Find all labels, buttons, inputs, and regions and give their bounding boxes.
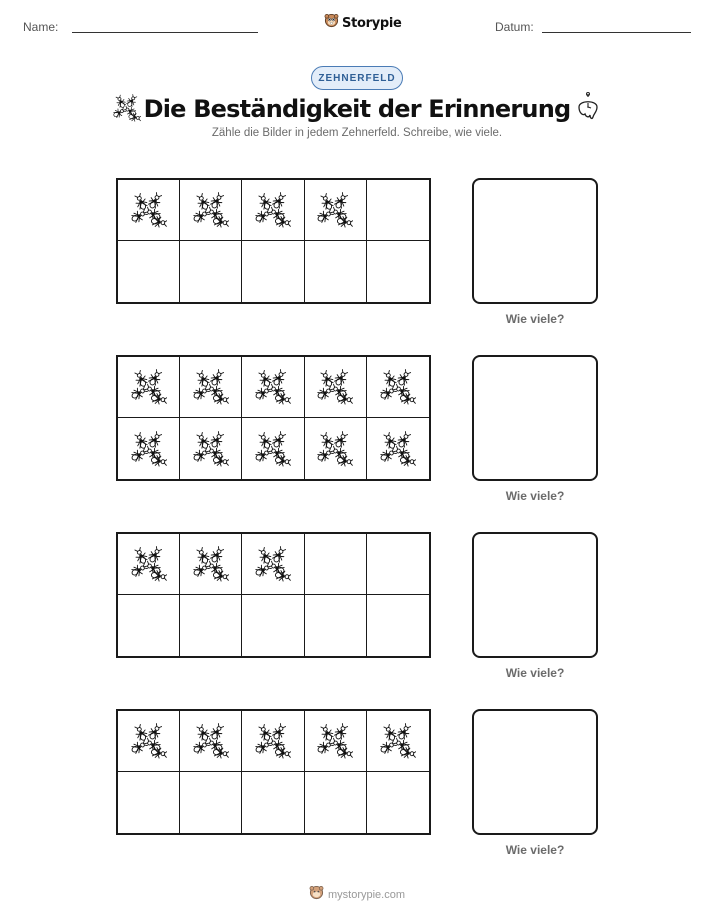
ant-cluster-icon xyxy=(317,431,353,467)
frame-cell xyxy=(118,711,180,772)
date-label: Datum: xyxy=(495,20,534,34)
ant-cluster-icon xyxy=(193,431,229,467)
frame-cell xyxy=(305,418,367,479)
frame-cell xyxy=(242,534,304,595)
frame-cell xyxy=(367,357,429,418)
instruction-text: Zähle die Bilder in jedem Zehnerfeld. Schreibe, wie viele. xyxy=(211,127,503,139)
frame-cell xyxy=(118,357,180,418)
answer-box-1[interactable] xyxy=(472,178,598,304)
ant-cluster-icon xyxy=(317,369,353,405)
footer xyxy=(0,885,714,905)
frame-cell xyxy=(180,418,242,479)
frame-cell xyxy=(118,595,180,656)
ant-cluster-icon xyxy=(255,369,291,405)
frame-cell xyxy=(305,241,367,302)
frame-cell xyxy=(367,772,429,833)
frame-cell xyxy=(367,418,429,479)
ten-frame-1 xyxy=(116,178,431,304)
ant-cluster-icon xyxy=(380,369,416,405)
frame-cell xyxy=(305,772,367,833)
frame-cell xyxy=(180,357,242,418)
answer-label-2: Wie viele? xyxy=(505,489,565,503)
frame-cell xyxy=(118,418,180,479)
frame-cell xyxy=(118,534,180,595)
ant-cluster-icon xyxy=(131,546,167,582)
ant-cluster-icon xyxy=(255,431,291,467)
ant-cluster-icon xyxy=(193,546,229,582)
frame-cell xyxy=(118,772,180,833)
frame-cell xyxy=(367,241,429,302)
topic-tag: ZEHNERFELD xyxy=(311,66,403,90)
ant-cluster-icon xyxy=(193,723,229,759)
ant-cluster-icon xyxy=(131,723,167,759)
frame-cell xyxy=(242,180,304,241)
storypie-logo xyxy=(324,13,402,33)
ant-cluster-icon xyxy=(317,192,353,228)
frame-cell xyxy=(180,711,242,772)
ant-cluster-icon xyxy=(131,192,167,228)
ant-cluster-icon xyxy=(255,192,291,228)
frame-cell xyxy=(242,357,304,418)
ten-frame-3 xyxy=(116,532,431,658)
ten-frame-2 xyxy=(116,355,431,481)
frame-cell xyxy=(118,241,180,302)
ant-cluster-icon xyxy=(255,723,291,759)
frame-cell xyxy=(367,534,429,595)
date-write-line[interactable] xyxy=(542,32,691,33)
ant-cluster-icon xyxy=(317,723,353,759)
frame-cell xyxy=(180,595,242,656)
ant-cluster-icon xyxy=(193,192,229,228)
frame-cell xyxy=(180,772,242,833)
beaver-mascot-icon xyxy=(309,885,324,905)
frame-cell xyxy=(305,711,367,772)
ant-cluster-icon xyxy=(131,431,167,467)
answer-box-3[interactable] xyxy=(472,532,598,658)
brand-name: Storypie xyxy=(342,15,402,31)
ant-cluster-icon xyxy=(255,546,291,582)
frame-cell xyxy=(242,711,304,772)
frame-cell xyxy=(367,711,429,772)
frame-cell xyxy=(180,241,242,302)
frame-cell xyxy=(242,772,304,833)
frame-cell xyxy=(305,357,367,418)
frame-cell xyxy=(242,595,304,656)
ant-cluster-icon xyxy=(193,369,229,405)
ant-cluster-icon xyxy=(131,369,167,405)
answer-label-1: Wie viele? xyxy=(505,312,565,326)
frame-cell xyxy=(367,595,429,656)
frame-cell xyxy=(118,180,180,241)
ten-frame-4 xyxy=(116,709,431,835)
answer-box-2[interactable] xyxy=(472,355,598,481)
answer-box-4[interactable] xyxy=(472,709,598,835)
ant-cluster-icon xyxy=(113,94,141,127)
frame-cell xyxy=(180,534,242,595)
beaver-mascot-icon xyxy=(324,13,339,33)
answer-label-4: Wie viele? xyxy=(505,843,565,857)
frame-cell xyxy=(305,595,367,656)
ant-cluster-icon xyxy=(380,431,416,467)
frame-cell xyxy=(367,180,429,241)
frame-cell xyxy=(305,180,367,241)
frame-cell xyxy=(180,180,242,241)
name-label: Name: xyxy=(23,20,59,34)
name-write-line[interactable] xyxy=(72,32,258,33)
frame-cell xyxy=(305,534,367,595)
ant-cluster-icon xyxy=(380,723,416,759)
frame-cell xyxy=(242,241,304,302)
frame-cell xyxy=(242,418,304,479)
footer-url: mystorypie.com xyxy=(327,889,406,901)
worksheet-title: Die Beständigkeit der Erinnerung xyxy=(143,95,571,123)
answer-label-3: Wie viele? xyxy=(505,666,565,680)
melting-clock-icon xyxy=(576,92,600,127)
